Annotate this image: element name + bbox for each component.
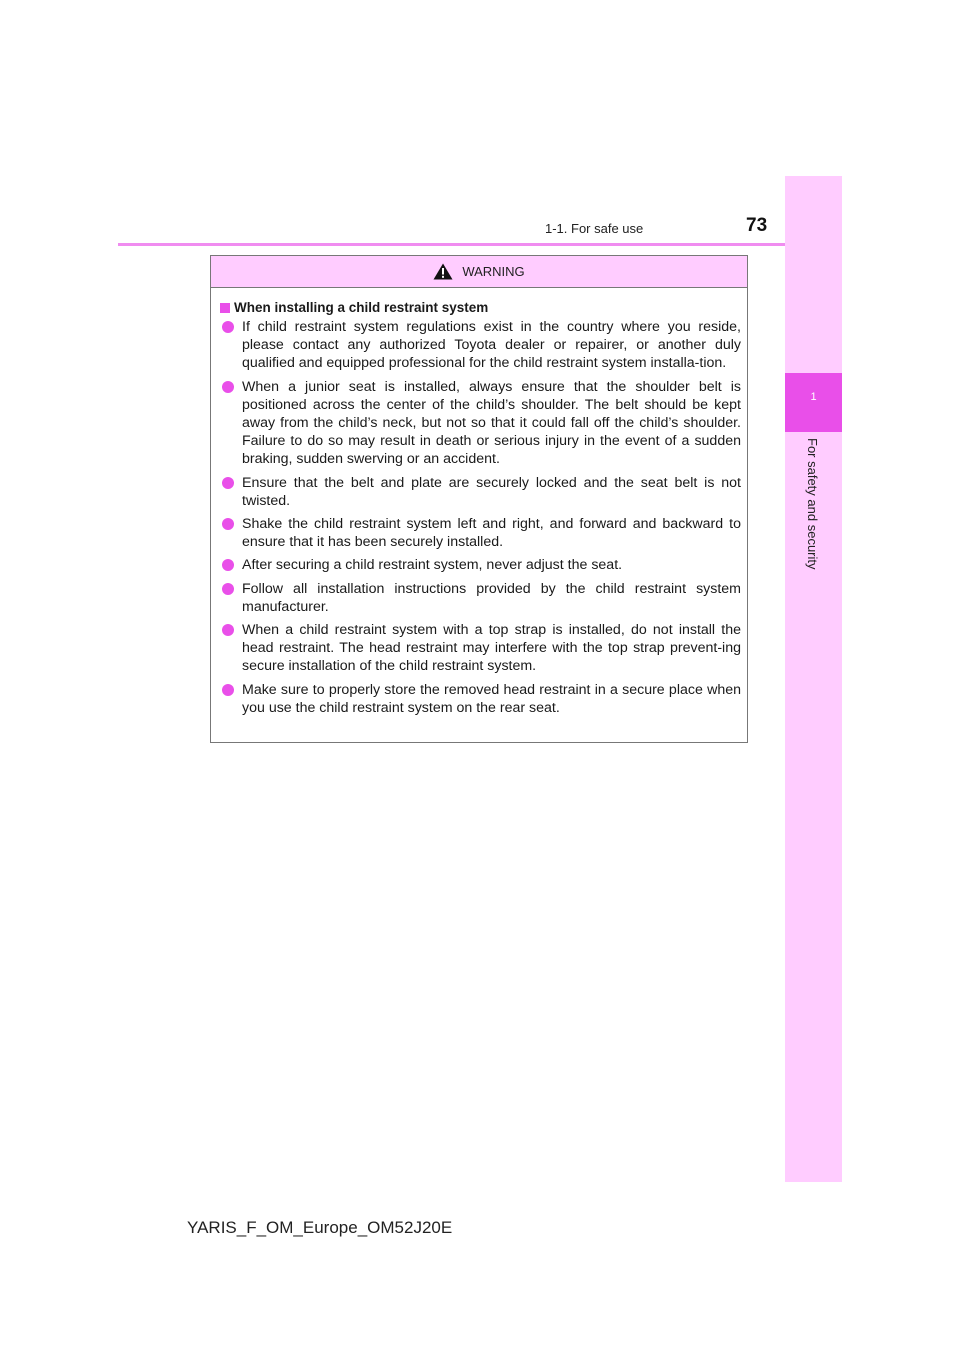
bullet-text: If child restraint system regulations exist in the country where you reside, please contact any authorized Toyota dealer or repairer, or another duly qualified and equipped professional for the child restraint system installa-tion. — [242, 319, 741, 372]
bullet-text: Ensure that the belt and plate are securely locked and the seat belt is not twisted. — [242, 474, 741, 509]
list-item — [220, 378, 741, 469]
warning-heading: WARNING — [462, 264, 525, 279]
circle-bullet-icon — [222, 518, 234, 530]
warning-triangle-icon — [433, 263, 453, 280]
circle-bullet-icon — [222, 684, 234, 696]
section-title-text: When installing a child restraint system — [234, 300, 489, 315]
bullet-text: When a junior seat is installed, always ensure that the shoulder belt is positioned across the center of the child’s shoulder. The belt should be kept away from the child’s neck, but not so that it could fall off the child’s shoulder. Failure to do so may result in death or serious injury in the event of a sudden braking, sudden swerving or an accident. — [242, 378, 741, 468]
warning-header — [211, 256, 747, 288]
bullet-text: Shake the child restraint system left and right, and forward and backward to ensure that it has been securely installed. — [242, 516, 741, 551]
list-item — [220, 681, 741, 717]
circle-bullet-icon — [222, 624, 234, 636]
warning-box — [210, 255, 748, 743]
list-item — [220, 474, 741, 510]
section-title — [220, 300, 741, 315]
chapter-title-label: For safety and security — [805, 438, 820, 570]
list-item — [220, 621, 741, 676]
square-marker-icon — [220, 303, 230, 313]
header-rule — [118, 243, 842, 246]
circle-bullet-icon — [222, 381, 234, 393]
header-section-title: 1-1. For safe use — [545, 221, 644, 236]
document-code: YARIS_F_OM_Europe_OM52J20E — [187, 1218, 453, 1237]
list-item — [220, 515, 741, 551]
list-item — [220, 318, 741, 373]
circle-bullet-icon — [222, 559, 234, 571]
chapter-number-tab: 1 — [785, 373, 842, 432]
list-item — [220, 580, 741, 616]
bullet-text: Follow all installation instructions provided by the child restraint system manufacturer. — [242, 580, 741, 615]
circle-bullet-icon — [222, 583, 234, 595]
warning-body — [211, 288, 747, 717]
list-item — [220, 556, 741, 574]
bullet-text: After securing a child restraint system, never adjust the seat. — [242, 557, 623, 574]
bullet-text: When a child restraint system with a top strap is installed, do not install the head restraint. The head restraint may interfere with the top strap prevent-ing secure installation of the child restraint system. — [242, 622, 741, 675]
circle-bullet-icon — [222, 321, 234, 333]
bullet-text: Make sure to properly store the removed head restraint in a secure place when you use the child restraint system on the rear seat. — [242, 681, 741, 716]
chapter-side-tab — [785, 176, 842, 1182]
page-number: 73 — [746, 215, 768, 236]
circle-bullet-icon — [222, 477, 234, 489]
